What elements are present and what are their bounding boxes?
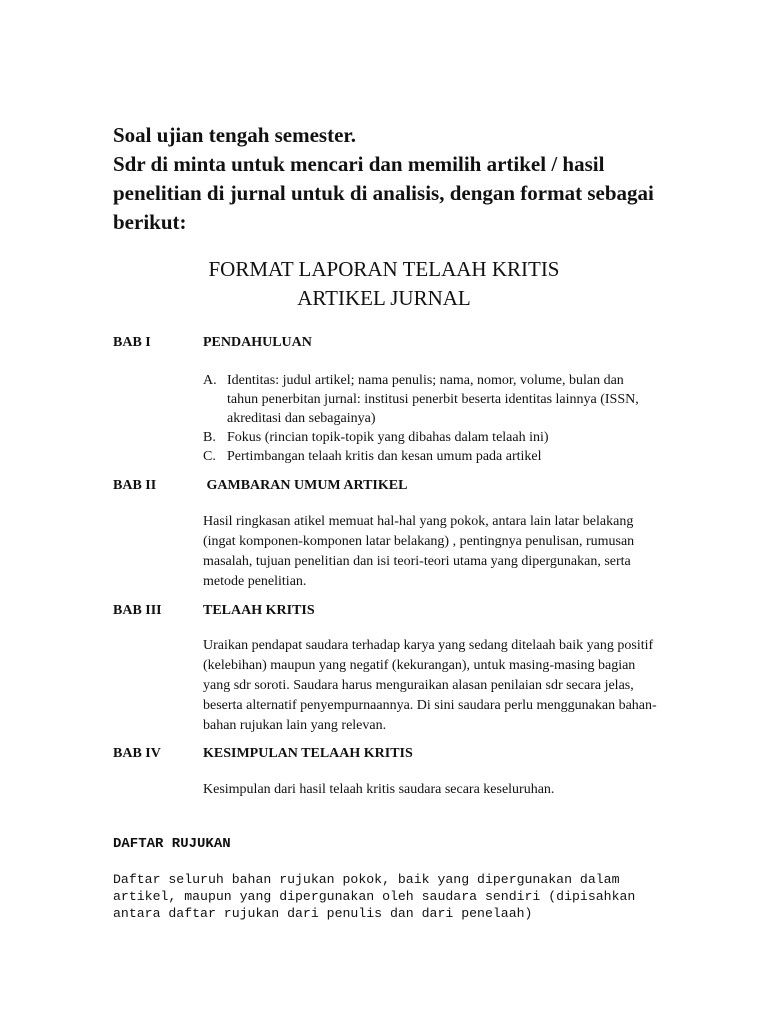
list-item [203, 428, 658, 447]
list-item [203, 371, 658, 428]
bab-2-title: GAMBARAN UMUM ARTIKEL [203, 478, 408, 493]
report-title-line-1: FORMAT LAPORAN TELAAH KRITIS [208, 257, 560, 281]
bab-3-text: Uraikan pendapat saudara terhadap karya yang sedang ditelaah baik yang positif (kelebihan) maupun yang negatif (kekurangan), untuk masing-masing bagian yang sdr soroti. Saudara harus menguraikan alasan penilaian sdr secara jelas, beserta alternatif penyempurnaannya. Di sini saudara perlu menggunakan bahan-bahan rujukan lain yang relevan. [203, 638, 657, 733]
bab-1-title: PENDAHULUAN [203, 335, 312, 350]
bab-1-list [203, 371, 658, 466]
list-marker: C. [203, 449, 216, 464]
exam-instructions [113, 121, 673, 237]
exam-instruction-text: Sdr di minta untuk mencari dan memilih artikel / hasil penelitian di jurnal untuk di analisis, dengan format sebagai berikut: [113, 152, 654, 234]
list-marker: B. [203, 430, 216, 445]
report-title-line-2: ARTIKEL JURNAL [297, 286, 471, 310]
bab-1-label: BAB I [113, 335, 151, 350]
list-item-text: Identitas: judul artikel; nama penulis; nama, nomor, volume, bulan dan tahun penerbitan jurnal: institusi penerbit beserta identitas lainnya (ISSN, akreditasi dan sebagainya) [227, 373, 639, 426]
references-title: DAFTAR RUJUKAN [113, 836, 231, 852]
list-marker: A. [203, 373, 217, 388]
bab-2-label: BAB II [113, 478, 157, 493]
bab-4-text: Kesimpulan dari hasil telaah kritis saudara secara keseluruhan. [203, 782, 555, 797]
references-text: Daftar seluruh bahan rujukan pokok, baik yang dipergunakan dalam artikel, maupun yang dipergunakan oleh saudara sendiri (dipisahkan antara daftar rujukan dari penulis dan dari penelaah) [113, 872, 636, 921]
bab-3-label: BAB III [113, 603, 162, 618]
exam-heading: Soal ujian tengah semester. [113, 123, 357, 147]
bab-2-text: Hasil ringkasan atikel memuat hal-hal yang pokok, antara lain latar belakang (ingat komponen-komponen latar belakang) , pentingnya penulisan, rumusan masalah, tujuan penelitian dan isi teori-teori utama yang dipergunakan, serta metode penelitian. [203, 514, 635, 589]
bab-4-label: BAB IV [113, 746, 161, 761]
list-item [203, 447, 658, 466]
bab-3-title: TELAAH KRITIS [203, 603, 315, 618]
list-item-text: Fokus (rincian topik-topik yang dibahas dalam telaah ini) [227, 430, 549, 445]
list-item-text: Pertimbangan telaah kritis dan kesan umum pada artikel [227, 449, 542, 464]
bab-4-title: KESIMPULAN TELAAH KRITIS [203, 746, 413, 761]
